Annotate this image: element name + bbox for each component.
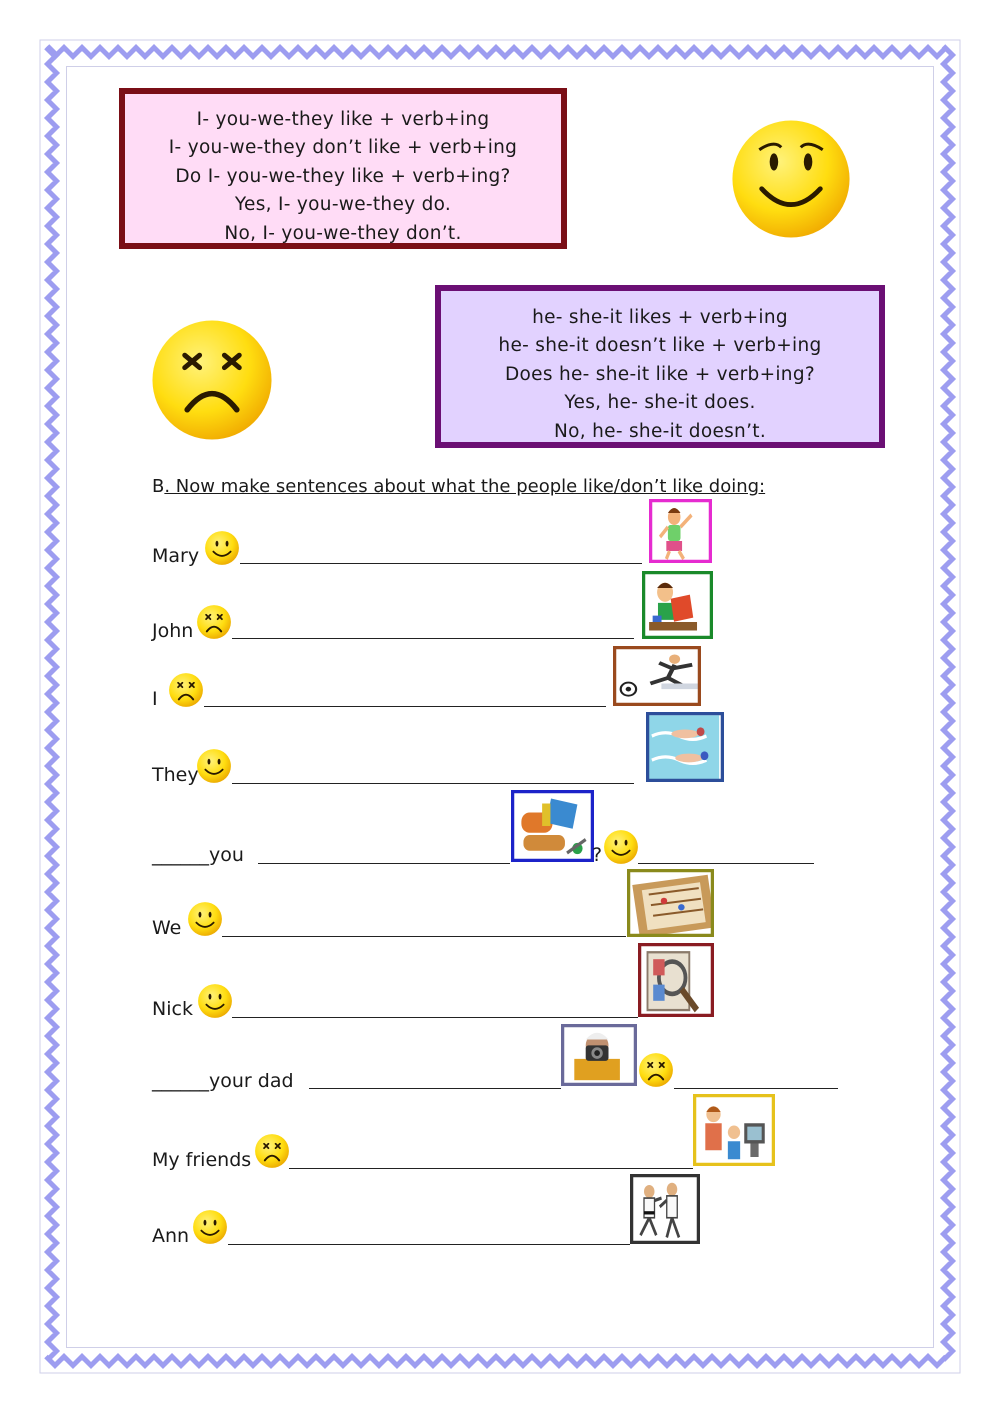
grammar-line: Does he- she-it like + verb+ing? [504,363,815,385]
sad-face-icon [638,1052,674,1088]
happy-face-icon [187,901,223,937]
answer-line[interactable] [240,563,642,564]
subject-text: My friends [152,1149,252,1171]
happy-face-icon [204,530,240,566]
subject-text: Ann [152,1225,190,1247]
swimmers-icon [646,712,724,782]
subject-text: Mary [152,545,200,567]
subject-text: They [152,764,199,786]
answer-line[interactable] [204,706,606,707]
grammar-box-like [119,88,567,249]
subject-text: We [152,917,182,939]
family-tv-icon [693,1094,775,1166]
painting-supplies-icon [511,790,594,862]
photographer-icon [561,1024,637,1086]
exercise-letter: B [152,476,165,497]
row-subject [152,1149,251,1171]
board-game-icon [627,869,714,937]
subject-text: Nick [152,998,193,1020]
question-mark [592,844,602,866]
short-answer-line[interactable] [638,863,814,864]
grammar-line: Yes, he- she-it does. [564,392,756,414]
row-subject [152,764,199,786]
happy-face-icon [196,748,232,784]
row-subject [152,688,158,710]
sad-face-icon [254,1133,290,1169]
answer-line[interactable] [232,783,634,784]
grammar-line: No, I- you-we-they don’t. [224,222,462,244]
answer-line[interactable] [309,1088,561,1089]
prefix-blank[interactable]: ______ [152,1070,209,1092]
row-question [152,844,244,866]
row-question [152,1070,294,1092]
karate-icon [630,1174,700,1244]
subject-text: I [152,688,158,710]
subject-text: your dad [209,1070,294,1092]
sad-face-icon [168,672,204,708]
answer-line[interactable] [228,1244,630,1245]
boy-reading-icon [642,571,713,639]
big-happy-face-icon [730,118,852,240]
grammar-line: I- you-we-they like + verb+ing [196,109,490,130]
row-subject [152,545,199,567]
football-player-icon [613,646,701,706]
grammar-line: he- she-it doesn’t like + verb+ing [498,335,822,357]
answer-line[interactable] [289,1168,693,1169]
grammar-line: Do I- you-we-they like + verb+ing? [175,165,511,187]
grammar-line: he- she-it likes + verb+ing [532,307,788,328]
girl-dancing-icon [649,499,712,563]
big-sad-face-icon [150,318,274,442]
sad-face-icon [196,604,232,640]
subject-text: John [152,620,194,642]
happy-face-icon [603,829,639,865]
prefix-blank[interactable]: ______ [152,844,209,866]
row-subject [152,620,193,642]
row-subject [152,1225,189,1247]
short-answer-line[interactable] [674,1088,838,1089]
suffix-text: ? [592,844,603,866]
answer-line[interactable] [232,638,634,639]
happy-face-icon [192,1209,228,1245]
grammar-line: Yes, I- you-we-they do. [234,194,452,216]
row-subject [152,998,193,1020]
instruction-text: . Now make sentences about what the people like/don’t like doing: [164,476,766,497]
grammar-box-likes [435,285,885,448]
subject-text: you [209,844,244,866]
stamp-collecting-icon [638,943,714,1017]
exercise-instruction [152,476,765,497]
answer-line[interactable] [222,936,626,937]
answer-line[interactable] [232,1017,638,1018]
answer-line[interactable] [258,863,510,864]
grammar-line: No, he- she-it doesn’t. [554,420,766,442]
row-subject [152,917,181,939]
happy-face-icon [197,983,233,1019]
grammar-line: I- you-we-they don’t like + verb+ing [168,137,518,159]
